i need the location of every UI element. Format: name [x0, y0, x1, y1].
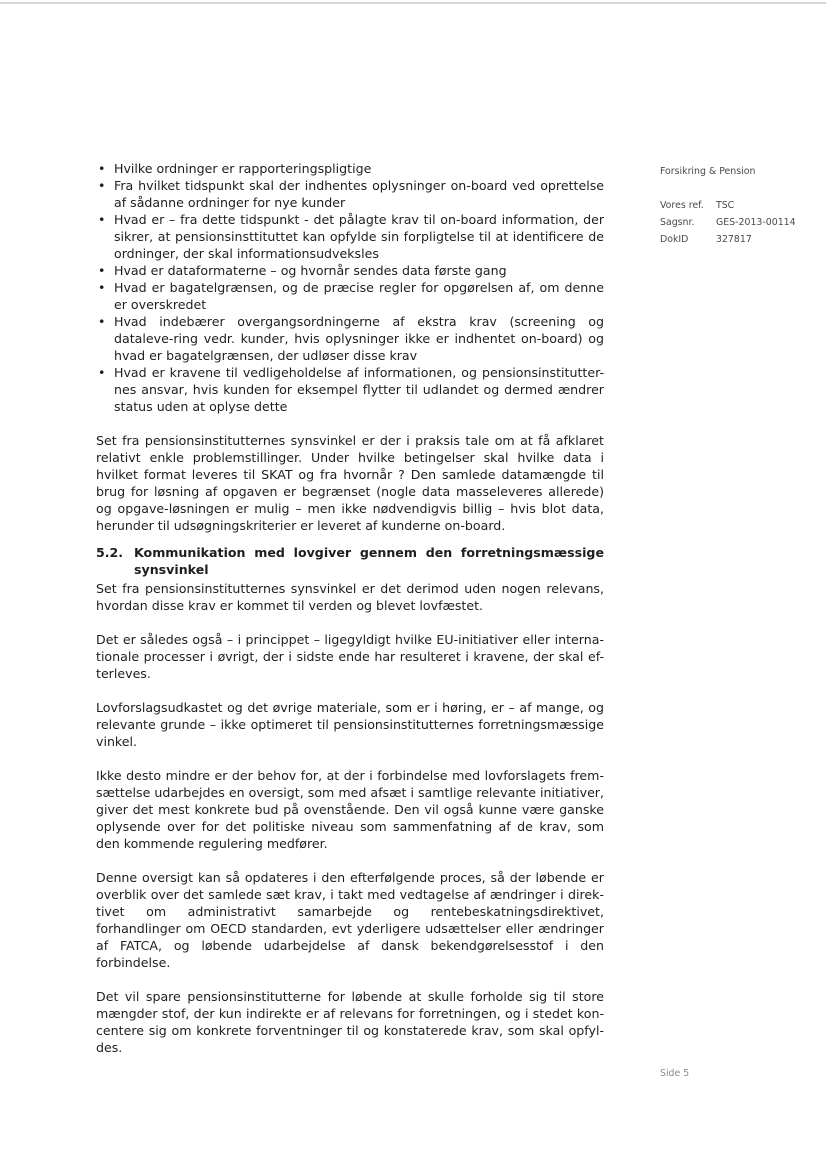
bullet-item: • Hvad indebærer overgangsordningerne af ekstra krav (screening og dataleve-ring vedr. kunder, hvis oplysninger ikke er indhentet on-board) og hvad er bagatelgrænsen, der udløser disse krav	[96, 313, 604, 364]
reference-label: Vores ref.	[660, 200, 704, 211]
reference-value: TSC	[716, 200, 735, 211]
page-number: Side 5	[660, 1068, 690, 1079]
section-number: 5.2.	[96, 545, 124, 560]
reference-row	[660, 214, 796, 231]
requirements-bullet-list	[96, 160, 604, 415]
section-heading	[96, 544, 604, 578]
sidebar-reference-block	[660, 163, 796, 248]
bullet-item: • Hvad er kravene til vedligeholdelse af informationen, og pensionsinstitutter-nes ansvar, hvis kunden for eksempel flytter til udlandet og dermed ændrer status uden at oplyse dette	[96, 364, 604, 415]
reference-label: Sagsnr.	[660, 217, 695, 228]
reference-label: DokID	[660, 234, 689, 245]
body-paragraph: Det er således også – i princippet – ligegyldigt hvilke EU-initiativer eller interna-tionale processer i øvrigt, der i sidste ende har resulteret i kravene, der skal ef-terleves.	[96, 632, 604, 681]
body-paragraph: Det vil spare pensionsinstitutterne for løbende at skulle forholde sig til store mængder stof, der kun indirekte er af relevans for forretningen, og i stedet kon-centere sig om konkrete forventninger til og konstaterede krav, som skal opfyl-des.	[96, 989, 604, 1055]
reference-value: 327817	[716, 234, 752, 245]
body-paragraph: Set fra pensionsinstitutternes synsvinkel er det derimod uden nogen relevans, hvordan disse krav er kommet til verden og blevet lovfæstet.	[96, 581, 604, 613]
body-paragraph: Lovforslagsudkastet og det øvrige materiale, som er i høring, er – af mange, og relevante grunde – ikke optimeret til pensionsinstitutternes forretningsmæssige vinkel.	[96, 700, 604, 749]
body-paragraph: Denne oversigt kan så opdateres i den efterfølgende proces, så der løbende er overblik over det samlede sæt krav, i takt med vedtagelse af ændringer i direk-tivet om administrativt samarbejde og rentebeskatningsdirektivet, forhandlinger om OECD standarden, evt yderligere udsættelser eller ændringer af FATCA, og løbende udarbejdelse af dansk bekendgørelsesstof i den forbindelse.	[96, 870, 604, 970]
top-border-line	[0, 2, 826, 4]
bullet-item: • Fra hvilket tidspunkt skal der indhentes oplysninger on-board ved oprettelse af sådanne ordninger for nye kunder	[96, 177, 604, 211]
body-paragraph: Ikke desto mindre er der behov for, at der i forbindelse med lovforslagets frem-sættelse udarbejdes en oversigt, som med afsæt i samtlige relevante initiativer, giver det mest konkrete bud på ovenstående. Den vil også kunne være ganske oplysende over for det politiske niveau som sammenfatning af de krav, som den kommende regulering medfører.	[96, 768, 604, 851]
reference-row	[660, 197, 796, 214]
bullet-item: • Hvad er dataformaterne – og hvornår sendes data første gang	[96, 262, 604, 279]
reference-row	[660, 231, 796, 248]
document-body	[96, 160, 604, 1056]
bullet-item: • Hvad er – fra dette tidspunkt - det pålagte krav til on-board information, der sikrer, at pensionsinsttituttet kan opfylde sin forpligtelse til at identificere de ordninger, der skal informationsudveksles	[96, 211, 604, 262]
organization-name: Forsikring & Pension	[660, 166, 756, 177]
reference-value: GES-2013-00114	[716, 217, 796, 228]
intro-paragraph: Set fra pensionsinstitutternes synsvinkel er der i praksis tale om at få afklaret relativt enkle problemstillinger. Under hvilke betingelser skal hvilke data i hvilket format leveres til SKAT og fra hvornår ? Den samlede datamængde til brug for løsning af opgaven er begrænset (nogle data masseleveres allerede) og opgave-løsningen er mulig – men ikke nødvendigvis billig – hvis blot data, herunder til udsøgningskriterier er leveret af kunderne on-board.	[96, 433, 604, 533]
bullet-item: • Hvad er bagatelgrænsen, og de præcise regler for opgørelsen af, om denne er overskredet	[96, 279, 604, 313]
bullet-item: • Hvilke ordninger er rapporteringspligtige	[96, 160, 604, 177]
section-title: Kommunikation med lovgiver gennem den forretningsmæssige synsvinkel	[134, 545, 604, 577]
